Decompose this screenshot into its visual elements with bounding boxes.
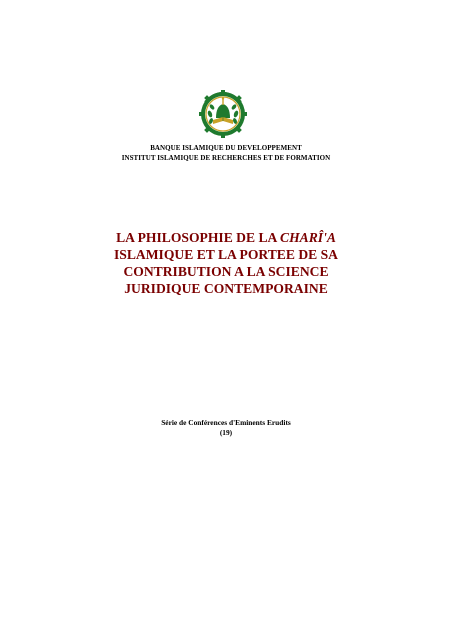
title-line-4: JURIDIQUE CONTEMPORAINE — [124, 281, 328, 296]
title-line-2: ISLAMIQUE ET LA PORTEE DE SA — [113, 247, 338, 262]
institution-name-line1: BANQUE ISLAMIQUE DU DEVELOPPEMENT — [150, 144, 302, 152]
title-charia-italic: CHARÎ'A — [280, 230, 336, 245]
islamic-development-bank-logo-icon — [197, 84, 249, 140]
series-label: Série de Conférences d'Eminents Erudits — [161, 418, 291, 427]
title-line-3: CONTRIBUTION A LA SCIENCE — [123, 264, 329, 279]
document-title — [40, 229, 412, 297]
title-line-1 — [40, 229, 412, 246]
institution-name-line2: INSTITUT ISLAMIQUE DE RECHERCHES ET DE FORMATION — [121, 154, 331, 162]
series-number: (19) — [219, 428, 233, 437]
title-line-1-prefix: LA PHILOSOPHIE DE LA — [116, 230, 280, 245]
